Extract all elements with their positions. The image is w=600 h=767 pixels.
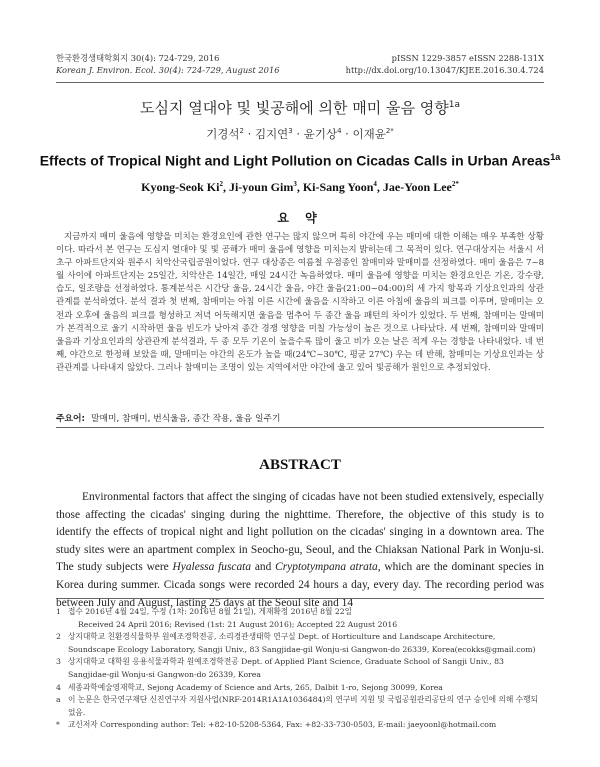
footnote-marker: 1 xyxy=(56,607,61,616)
author-en-2: Ji-youn Gim xyxy=(228,180,294,194)
english-abstract-body xyxy=(56,489,544,612)
footnote-divider xyxy=(56,598,544,599)
keywords-divider xyxy=(56,427,544,428)
author-en-3-affil: 4 xyxy=(373,180,377,188)
issn-line: pISSN 1229-3857 eISSN 2288-131X xyxy=(391,53,544,63)
footnote-marker: a xyxy=(56,695,61,705)
author-ko-4-affil: 2* xyxy=(385,127,394,136)
author-ko-4: 이재윤 xyxy=(352,127,386,141)
english-abstract-part-1: Environmental factors that affect the singing of cicadas have not been studied extensively, especially those affecting the cicadas' singing during the nighttime. Therefore, the objective of this study is to identify the effects of tropical night and light pollution on the cicadas' singing in a downtown area. The study sites were an apartment complex in Seocho-gu, Seoul, and the Chiaksan National Park in Wonju-si. The study subjects were xyxy=(56,491,544,574)
authors-korean: 기경석$^2$ · 김지연$^3$ · 윤기상$^4$ · 이재윤$^{2*}$ xyxy=(206,127,394,141)
footnote-dates xyxy=(56,606,544,631)
footnote-line: Received 24 April 2016; Revised (1st: 21 August 2016); Accepted 22 August 2016 xyxy=(78,619,398,629)
footnote-affiliation-4 xyxy=(56,682,544,695)
footnote-affiliation-3 xyxy=(56,656,544,681)
author-en-2-affil: 3 xyxy=(293,180,297,188)
header-divider xyxy=(56,82,544,83)
title-english-footnote-mark: 1a xyxy=(550,152,561,162)
author-ko-3: 윤기상 xyxy=(303,127,338,141)
footnote-line: 접수 2016년 4월 24일, 수정 (1차: 2016년 8월 21일), 게재확정 2016년 8월 22일 xyxy=(68,607,353,616)
author-ko-1: 기경석 xyxy=(206,127,240,141)
footnote-line: 상지대학교 친환경식물학부 원예조경학전공, 소리경관생태학 연구실 Dept. of Horticulture and Landscape Architecture, Soundscape Ecology Laboratory, Sangji Univ., 83 Sangjidae-gil Wonju-si Gangwon-do 26339, Korea(ecokks@gmail.com) xyxy=(68,632,536,654)
footnote-line: 교신저자 Corresponding author: Tel: +82-10-5208-5364, Fax: +82-33-730-0503, E-mail: jaeyoonl@hotmail.com xyxy=(68,720,497,730)
korean-abstract-body: 지금까지 매미 울음에 영향을 미치는 환경요인에 관한 연구는 많지 않으며 특히 야간에 우는 매미에 대한 이해는 매우 부족한 상황이다. 따라서 본 연구는 도심지 열대야 및 빛 공해가 매미 울음에 영향을 미치는지 밝히는데 그 목적이 있다. 연구대상지는 서울시 서초구 아파트단지와 원주시 치악산국립공원이었다. 연구 대상종은 여름철 우점종인 참매미와 말매미를 선정하였다. 매미 울음은 7~8월 사이에 아파트단지는 25일간, 치악산은 14일간, 매일 24시간 녹음하였다. 매미 울음에 영향을 미치는 환경요인은 기온, 강수량, 습도, 일조량을 선정하였다. 통계분석은 시간당 울음, 24시간 울음, 야간 울음(21:00~04:00)의 세 가지 항목과 기상요인과의 상관관계를 분석하였다. 분석 결과 첫 번째, 참매미는 아침 이른 시간에 울음을 시작하고 이른 아침에 울음의 피크를 이루며, 말매미는 오전과 오후에 울음의 피크를 형성하고 저녁 어둑해지면 울음을 멈추어 두 종간 울음 패턴의 차이가 있었다. 두 번째, 참매미는 말매미가 본격적으로 울기 시작하면 울음 빈도가 낮아져 종간 경쟁 영향을 미칠 가능성이 높은 것으로 나타났다. 세 번째, 참매미와 말매미 울음과 기상요인과의 상관관계 분석결과, 두 종 모두 기온이 높을수록 많이 울고 비가 오는 날은 적게 우는 경향을 나타내었다. 네 번째, 야간으로 한정해 보았을 때, 말매미는 야간의 온도가 높을 때(24℃~30℃, 평균 27℃) 우는 데 반해, 참매미는 기상요인과는 상관관계를 나타내지 않았다. 그러나 참매미는 조명이 있는 지역에서만 야간에 울고 있어 빛공해가 원인으로 추정되었다. xyxy=(56,232,544,373)
footnote-affiliation-2 xyxy=(56,631,544,656)
journal-citation-korean: 한국환경생태학회지 30(4): 724-729, 2016 xyxy=(56,53,220,63)
english-abstract-heading: ABSTRACT xyxy=(259,457,341,473)
english-abstract-part-2: and xyxy=(251,561,276,574)
title-korean-footnote-mark: 1a xyxy=(448,100,460,110)
doi-link[interactable]: http://dx.doi.org/10.13047/KJEE.2016.30.4.724 xyxy=(345,65,544,75)
footnote-line: 세종과학예술영재학교, Sejong Academy of Science and Arts, 265, Dalbit 1-ro, Sejong 30099, Korea xyxy=(68,682,443,692)
footnote-funding xyxy=(56,694,544,719)
footnote-marker: 3 xyxy=(56,657,61,667)
title-korean xyxy=(0,97,600,118)
footnote-marker: 4 xyxy=(56,682,61,692)
keywords-label: 주요어: xyxy=(56,414,86,424)
species-name-cryptotympana: Cryptotympana atrata xyxy=(275,561,378,574)
journal-header-left xyxy=(56,52,280,76)
author-en-4: Jae-Yoon Lee xyxy=(382,180,452,194)
korean-abstract-heading: 요 약 xyxy=(277,211,323,225)
title-english xyxy=(0,152,600,169)
author-ko-3-affil: 4 xyxy=(337,127,342,136)
author-en-3: Ki-Sang Yoon xyxy=(302,180,374,194)
species-name-hyalessa: Hyalessa fuscata xyxy=(172,561,252,574)
title-english-text: Effects of Tropical Night and Light Pollution on Cicadas Calls in Urban Areas xyxy=(39,152,551,169)
journal-header-right xyxy=(346,52,544,76)
footnote-line: 상지대학교 대학원 응용식물과학과 원예조경학전공 Dept. of Applied Plant Science, Graduate School of Sangji Univ., 83 Sangjidae-gil Wonju-si Gangwon-do 26339, Korea xyxy=(68,657,504,679)
author-en-1-affil: 2 xyxy=(219,180,223,188)
title-korean-text: 도심지 열대야 및 빛공해에 의한 매미 울음 영향 xyxy=(140,99,449,117)
footnotes xyxy=(56,606,544,732)
footnote-marker: 2 xyxy=(56,632,61,642)
keywords-list: 말매미, 참매미, 번식울음, 종간 작용, 울음 일주기 xyxy=(91,414,281,424)
author-ko-1-affil: 2 xyxy=(239,127,244,136)
english-abstract-part-3: , which are the dominant species in Korea during summer. Cicada songs were recorded 24 hours a day, every day. The recording period was between July and August, lasting 25 days at the Seoul site and 14 xyxy=(56,561,544,609)
footnote-line: 이 논문은 한국연구재단 신진연구자 지원사업(NRF-2014R1A1A1036484)의 연구비 지원 및 국립공원관리공단의 연구 승인에 의해 수행되었음. xyxy=(68,695,539,717)
authors-english: Kyong-Seok Ki$^2$, Ji-youn Gim$^3$, Ki-Sang Yoon$^4$, Jae-Yoon Lee$^{2*}$ xyxy=(141,180,459,194)
author-en-4-affil: 2* xyxy=(451,180,459,188)
author-en-1: Kyong-Seok Ki xyxy=(141,180,220,194)
author-ko-2: 김지연 xyxy=(254,127,289,141)
footnote-corresponding-author xyxy=(56,719,544,732)
author-ko-2-affil: 3 xyxy=(288,127,293,136)
journal-citation-english: Korean J. Environ. Ecol. 30(4): 724-729, August 2016 xyxy=(56,65,280,75)
footnote-marker: * xyxy=(56,720,60,730)
keywords xyxy=(56,411,544,424)
